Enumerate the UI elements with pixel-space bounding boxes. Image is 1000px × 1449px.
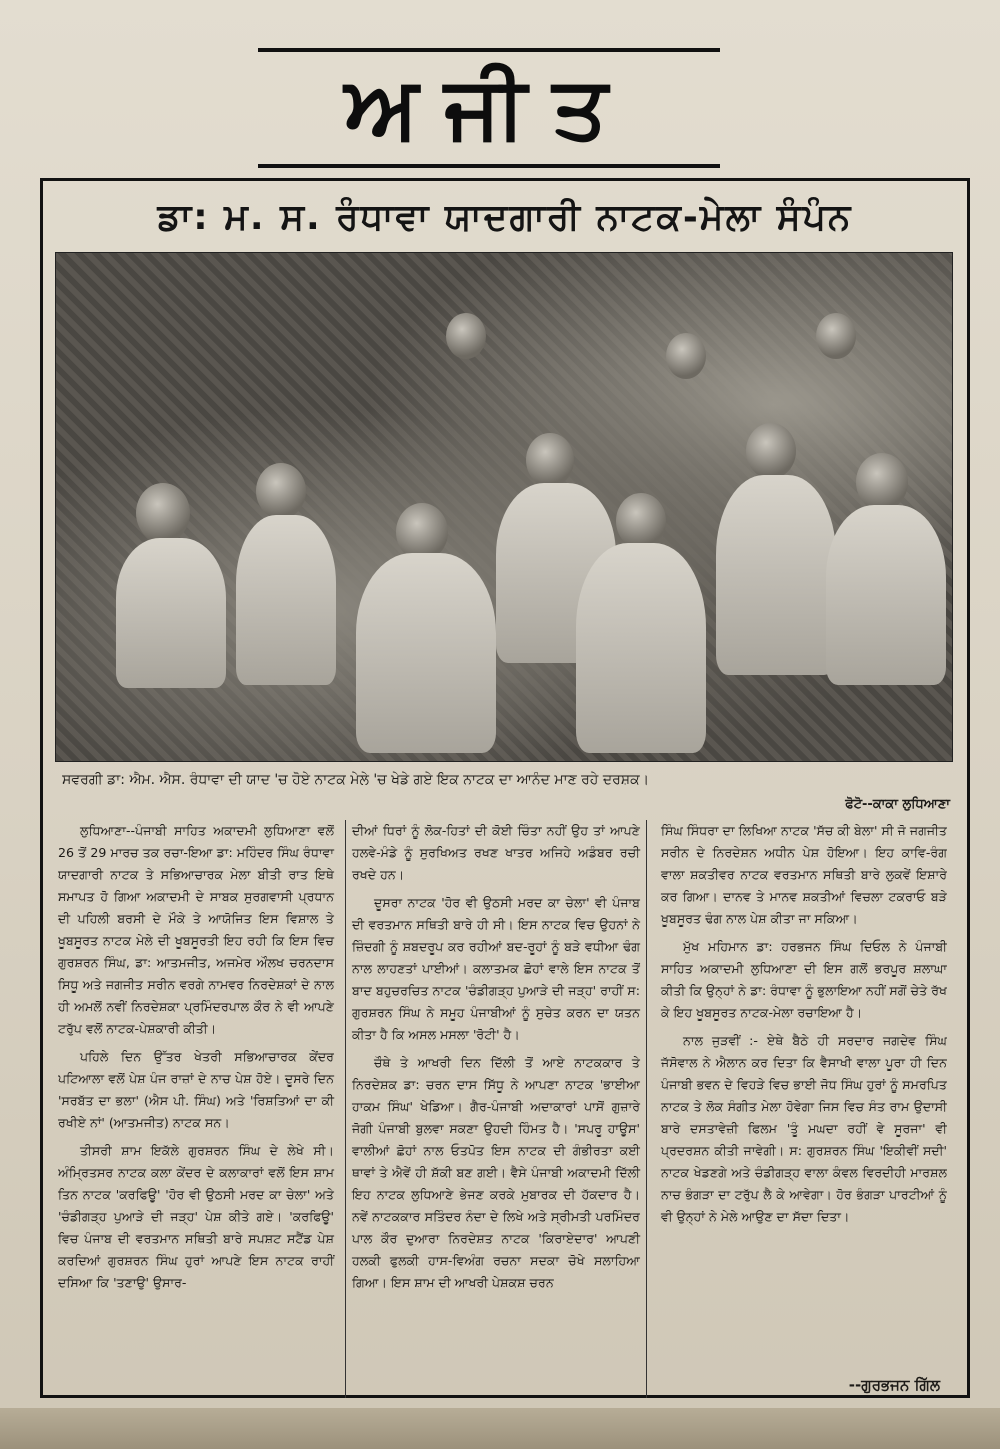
column-paragraph: ਦੀਆਂ ਧਿਰਾਂ ਨੂੰ ਲੋਕ-ਹਿਤਾਂ ਦੀ ਕੋਈ ਚਿੰਤਾ ਨਹੀਂ ਉਹ ਤਾਂ ਆਪਣੇ ਹਲਵੇ-ਮੰਡੇ ਨੂੰ ਸੁਰਖਿਅਤ ਰਖਣ ਖਾਤਰ ਅਜਿਹੇ ਅਡੰਬਰ ਰਚੀ ਰਖਦੇ ਹਨ। xyxy=(352,823,640,882)
audience-photo xyxy=(55,252,953,762)
article-column-2 xyxy=(345,820,647,1398)
photo-figure xyxy=(446,313,486,359)
photo-figure xyxy=(816,313,856,359)
column-paragraph: ਮੁੱਖ ਮਹਿਮਾਨ ਡਾ: ਹਰਭਜਨ ਸਿੰਘ ਦਿਓਲ ਨੇ ਪੰਜਾਬੀ ਸਾਹਿਤ ਅਕਾਦਮੀ ਲੁਧਿਆਣਾ ਦੀ ਇਸ ਗਲੋਂ ਭਰਪੂਰ ਸ਼ਲਾਘਾ ਕੀਤੀ ਕਿ ਉਨ੍ਹਾਂ ਨੇ ਡਾ: ਰੰਧਾਵਾ ਨੂੰ ਭੁਲਾਇਆ ਨਹੀਂ ਸਗੋਂ ਚੇਤੇ ਰੱਖ ਕੇ ਇਹ ਖੂਬਸੂਰਤ ਨਾਟਕ-ਮੇਲਾ ਰਚਾਇਆ ਹੈ। xyxy=(661,939,947,1020)
column-paragraph: ਦੂਸਰਾ ਨਾਟਕ 'ਹੋਰ ਵੀ ਉਠਸੀ ਮਰਦ ਕਾ ਚੇਲਾ' ਵੀ ਪੰਜਾਬ ਦੀ ਵਰਤਮਾਨ ਸਥਿਤੀ ਬਾਰੇ ਹੀ ਸੀ। ਇਸ ਨਾਟਕ ਵਿਚ ਉਹਨਾਂ ਨੇ ਜ਼ਿੰਦਗੀ ਨੂੰ ਸ਼ਬਦਰੂਪ ਕਰ ਰਹੀਆਂ ਬਦ-ਰੂਹਾਂ ਨੂੰ ਬੜੇ ਵਧੀਆ ਢੰਗ ਨਾਲ ਲਾਹਣਤਾਂ ਪਾਈਆਂ। ਕਲਾਤਮਕ ਛੋਹਾਂ ਵਾਲੇ ਇਸ ਨਾਟਕ ਤੋਂ ਬਾਦ ਬਹੁਚਰਚਿਤ ਨਾਟਕ 'ਚੰਡੀਗੜ੍ਹ ਪੁਆੜੇ ਦੀ ਜੜ੍ਹ' ਰਾਹੀਂ ਸ: ਗੁਰਸ਼ਰਨ ਸਿੰਘ ਨੇ ਸਮੂਹ ਪੰਜਾਬੀਆਂ ਨੂੰ ਸੁਚੇਤ ਕਰਨ ਦਾ ਯਤਨ ਕੀਤਾ ਹੈ ਕਿ ਅਸਲ ਮਸਲਾ 'ਰੋਟੀ' ਹੈ। xyxy=(352,895,640,1042)
column-paragraph: ਚੌਥੇ ਤੇ ਆਖਰੀ ਦਿਨ ਦਿੱਲੀ ਤੋਂ ਆਏ ਨਾਟਕਕਾਰ ਤੇ ਨਿਰਦੇਸ਼ਕ ਡਾ: ਚਰਨ ਦਾਸ ਸਿੱਧੂ ਨੇ ਆਪਣਾ ਨਾਟਕ 'ਭਾਈਆ ਹਾਕਮ ਸਿੰਘ' ਖੇਡਿਆ। ਗੈਰ-ਪੰਜਾਬੀ ਅਦਾਕਾਰਾਂ ਪਾਸੋਂ ਗੁਜ਼ਾਰੇ ਜੋਗੀ ਪੰਜਾਬੀ ਬੁਲਵਾ ਸਕਣਾ ਉਹਦੀ ਹਿੰਮਤ ਹੈ। 'ਸਪਰੂ ਹਾਊਸ' ਵਾਲੀਆਂ ਛੋਹਾਂ ਨਾਲ ਓਤਪੋਤ ਇਸ ਨਾਟਕ ਦੀ ਗੰਭੀਰਤਾ ਕਈ ਥਾਵਾਂ ਤੇ ਐਵੇਂ ਹੀ ਸ਼ੱਕੀ ਬਣ ਗਈ। ਵੈਸੇ ਪੰਜਾਬੀ ਅਕਾਦਮੀ ਦਿੱਲੀ ਇਹ ਨਾਟਕ ਲੁਧਿਆਣੇ ਭੇਜਣ ਕਰਕੇ ਮੁਬਾਰਕ ਦੀ ਹੱਕਦਾਰ ਹੈ। ਨਵੇਂ ਨਾਟਕਕਾਰ ਸਤਿੰਦਰ ਨੰਦਾ ਦੇ ਲਿਖੇ ਅਤੇ ਸ੍ਰੀਮਤੀ ਪਰਮਿੰਦਰ ਪਾਲ ਕੌਰ ਦੁਆਰਾ ਨਿਰਦੇਸ਼ਤ ਨਾਟਕ 'ਕਿਰਾਏਦਾਰ' ਆਪਣੀ ਹਲਕੀ ਫੁਲਕੀ ਹਾਸ-ਵਿਅੰਗ ਰਚਨਾ ਸਦਕਾ ਚੋਖੇ ਸਲਾਹਿਆ ਗਿਆ। ਇਸ ਸ਼ਾਮ ਦੀ ਆਖਰੀ ਪੇਸ਼ਕਸ਼ ਚਰਨ xyxy=(352,1055,640,1290)
photo-figure xyxy=(826,505,946,685)
masthead xyxy=(258,48,720,168)
column-paragraph: ਤੀਸਰੀ ਸ਼ਾਮ ਇਕੱਲੇ ਗੁਰਸ਼ਰਨ ਸਿੰਘ ਦੇ ਲੇਖੇ ਸੀ। ਅੰਮ੍ਰਿਤਸਰ ਨਾਟਕ ਕਲਾ ਕੇਂਦਰ ਦੇ ਕਲਾਕਾਰਾਂ ਵਲੋਂ ਇਸ ਸ਼ਾਮ ਤਿਨ ਨਾਟਕ 'ਕਰਫਿਊ' 'ਹੋਰ ਵੀ ਉਠਸੀ ਮਰਦ ਕਾ ਚੇਲਾ' ਅਤੇ 'ਚੰਡੀਗੜ੍ਹ ਪੁਆੜੇ ਦੀ ਜੜ੍ਹ' ਪੇਸ਼ ਕੀਤੇ ਗਏ। 'ਕਰਫਿਊ' ਵਿਚ ਪੰਜਾਬ ਦੀ ਵਰਤਮਾਨ ਸਥਿਤੀ ਬਾਰੇ ਸਪਸ਼ਟ ਸਟੈਂਡ ਪੇਸ਼ ਕਰਦਿਆਂ ਗੁਰਸ਼ਰਨ ਸਿੰਘ ਹੁਰਾਂ ਆਪਣੇ ਇਸ ਨਾਟਕ ਰਾਹੀਂ ਦਸਿਆ ਕਿ 'ਤਣਾਉ' ਉਸਾਰ- xyxy=(58,1143,334,1290)
column-paragraph: ਪਹਿਲੇ ਦਿਨ ਉੱਤਰ ਖੇਤਰੀ ਸਭਿਆਚਾਰਕ ਕੇਂਦਰ ਪਟਿਆਲਾ ਵਲੋਂ ਪੇਸ਼ ਪੰਜ ਰਾਜ਼ਾਂ ਦੇ ਨਾਚ ਪੇਸ਼ ਹੋਏ। ਦੂਸਰੇ ਦਿਨ 'ਸਰਬੱਤ ਦਾ ਭਲਾ' (ਐਸ ਪੀ. ਸਿੰਘ) ਅਤੇ 'ਰਿਸ਼ਤਿਆਂ ਦਾ ਕੀ ਰਖੀਏ ਨਾਂ' (ਆਤਮਜੀਤ) ਨਾਟਕ ਸਨ। xyxy=(58,1049,334,1130)
photo-figure xyxy=(576,543,706,753)
photo-figure xyxy=(716,475,836,675)
photo-figure xyxy=(856,453,908,511)
article-column-3 xyxy=(655,820,947,1398)
photo-credit: ਫੋਟੋ--ਕਾਕਾ ਲੁਧਿਆਣਾ xyxy=(845,797,950,812)
photo-figure xyxy=(256,463,306,519)
photo-figure xyxy=(236,515,336,685)
masthead-title: ਅਜੀਤ xyxy=(344,58,634,158)
photo-figure xyxy=(616,493,666,549)
photo-figure xyxy=(136,483,190,543)
page-edge xyxy=(0,1408,1000,1449)
photo-figure xyxy=(746,423,796,479)
column-paragraph: ਸਿੰਘ ਸਿੰਧਰਾ ਦਾ ਲਿਖਿਆ ਨਾਟਕ 'ਸੱਚ ਕੀ ਬੇਲਾ' ਸੀ ਜੋ ਜਗਜੀਤ ਸਰੀਨ ਦੇ ਨਿਰਦੇਸ਼ਨ ਅਧੀਨ ਪੇਸ਼ ਹੋਇਆ। ਇਹ ਕਾਵਿ-ਰੰਗ ਵਾਲਾ ਸ਼ਕਤੀਵਰ ਨਾਟਕ ਵਰਤਮਾਨ ਸਥਿਤੀ ਬਾਰੇ ਲੁਕਵੇਂ ਇਸ਼ਾਰੇ ਕਰ ਗਿਆ। ਦਾਨਵ ਤੇ ਮਾਨਵ ਸ਼ਕਤੀਆਂ ਵਿਚਲਾ ਟਕਰਾਓ ਬੜੇ ਖੂਬਸੂਰਤ ਢੰਗ ਨਾਲ ਪੇਸ਼ ਕੀਤਾ ਜਾ ਸਕਿਆ। xyxy=(661,823,947,926)
article-byline: --ਗੁਰਭਜਨ ਗਿੱਲ xyxy=(848,1376,940,1394)
article-column-1 xyxy=(58,820,340,1398)
photo-figure xyxy=(526,433,574,487)
column-paragraph: ਨਾਲ ਜੁੜਵੀਂ :- ਏਥੇ ਬੈਠੇ ਹੀ ਸਰਦਾਰ ਜਗਦੇਵ ਸਿੰਘ ਜੱਸੋਵਾਲ ਨੇ ਐਲਾਨ ਕਰ ਦਿਤਾ ਕਿ ਵੈਸਾਖੀ ਵਾਲਾ ਪੂਰਾ ਹੀ ਦਿਨ ਪੰਜਾਬੀ ਭਵਨ ਦੇ ਵਿਹੜੇ ਵਿਚ ਭਾਈ ਜੋਧ ਸਿੰਘ ਹੁਰਾਂ ਨੂੰ ਸਮਰਪਿਤ ਨਾਟਕ ਤੇ ਲੋਕ ਸੰਗੀਤ ਮੇਲਾ ਹੋਵੇਗਾ ਜਿਸ ਵਿਚ ਸੰਤ ਰਾਮ ਉਦਾਸੀ ਬਾਰੇ ਦਸਤਾਵੇਜ਼ੀ ਫਿਲਮ 'ਤੂੰ ਮਘਦਾ ਰਹੀਂ ਵੇ ਸੂਰਜਾ' ਵੀ ਪ੍ਰਦਰਸ਼ਨ ਕੀਤੀ ਜਾਵੇਗੀ। ਸ: ਗੁਰਸ਼ਰਨ ਸਿੰਘ 'ਇਕੀਵੀਂ ਸਦੀ' ਨਾਟਕ ਖੇਡਣਗੇ ਅਤੇ ਚੰਡੀਗੜ੍ਹ ਵਾਲਾ ਕੰਵਲ ਵਿਰਦੀਹੀ ਮਾਰਸ਼ਲ ਨਾਚ ਭੰਗੜਾ ਦਾ ਟਰੁੱਪ ਲੈ ਕੇ ਆਵੇਗਾ। ਹੋਰ ਭੰਗੜਾ ਪਾਰਟੀਆਂ ਨੂੰ ਵੀ ਉਨ੍ਹਾਂ ਨੇ ਮੇਲੇ ਆਉਣ ਦਾ ਸੱਦਾ ਦਿਤਾ। xyxy=(661,1033,947,1224)
photo-figure xyxy=(356,553,496,753)
photo-figure xyxy=(116,538,226,688)
column-paragraph: ਲੁਧਿਆਣਾ--ਪੰਜਾਬੀ ਸਾਹਿਤ ਅਕਾਦਮੀ ਲੁਧਿਆਣਾ ਵਲੋਂ 26 ਤੋਂ 29 ਮਾਰਚ ਤਕ ਰਚਾ-ਇਆ ਡਾ: ਮਹਿੰਦਰ ਸਿੰਘ ਰੰਧਾਵਾ ਯਾਦਗਾਰੀ ਨਾਟਕ ਤੇ ਸਭਿਆਚਾਰਕ ਮੇਲਾ ਬੀਤੀ ਰਾਤ ਇਥੇ ਸਮਾਪਤ ਹੋ ਗਿਆ ਅਕਾਦਮੀ ਦੇ ਸਾਬਕ ਸੁਰਗਵਾਸੀ ਪ੍ਰਧਾਨ ਦੀ ਪਹਿਲੀ ਬਰਸੀ ਦੇ ਮੌਕੇ ਤੇ ਆਯੋਜਿਤ ਇਸ ਵਿਸ਼ਾਲ ਤੇ ਖੂਬਸੂਰਤ ਨਾਟਕ ਮੇਲੇ ਦੀ ਖੂਬਸੂਰਤੀ ਇਹ ਰਹੀ ਕਿ ਇਸ ਵਿਚ ਗੁਰਸ਼ਰਨ ਸਿੰਘ, ਡਾ: ਆਤਮਜੀਤ, ਅਜਮੇਰ ਔਲਖ ਚਰਨਦਾਸ ਸਿਧੂ ਅਤੇ ਜਗਜੀਤ ਸਰੀਨ ਵਰਗੇ ਨਾਮਵਰ ਨਿਰਦੇਸ਼ਕਾਂ ਦੇ ਨਾਲ ਹੀ ਅਮਲੋਂ ਨਵੀਂ ਨਿਰਦੇਸ਼ਕਾ ਪ੍ਰਮਿੰਦਰਪਾਲ ਕੌਰ ਨੇ ਵੀ ਆਪਣੇ ਟਰੁੱਪ ਵਲੋਂ ਨਾਟਕ-ਪੇਸ਼ਕਾਰੀ ਕੀਤੀ। xyxy=(58,823,334,1036)
photo-figure xyxy=(666,333,706,379)
photo-caption: ਸਵਰਗੀ ਡਾ: ਐਮ. ਐਸ. ਰੰਧਾਵਾ ਦੀ ਯਾਦ 'ਚ ਹੋਏ ਨਾਟਕ ਮੇਲੇ 'ਚ ਖੇਡੇ ਗਏ ਇਕ ਨਾਟਕ ਦਾ ਆਨੰਦ ਮਾਣ ਰਹੇ ਦਰਸ਼ਕ। xyxy=(62,772,650,788)
article-headline: ਡਾ: ਮ. ਸ. ਰੰਧਾਵਾ ਯਾਦਗਾਰੀ ਨਾਟਕ-ਮੇਲਾ ਸੰਪੰਨ xyxy=(157,197,853,238)
